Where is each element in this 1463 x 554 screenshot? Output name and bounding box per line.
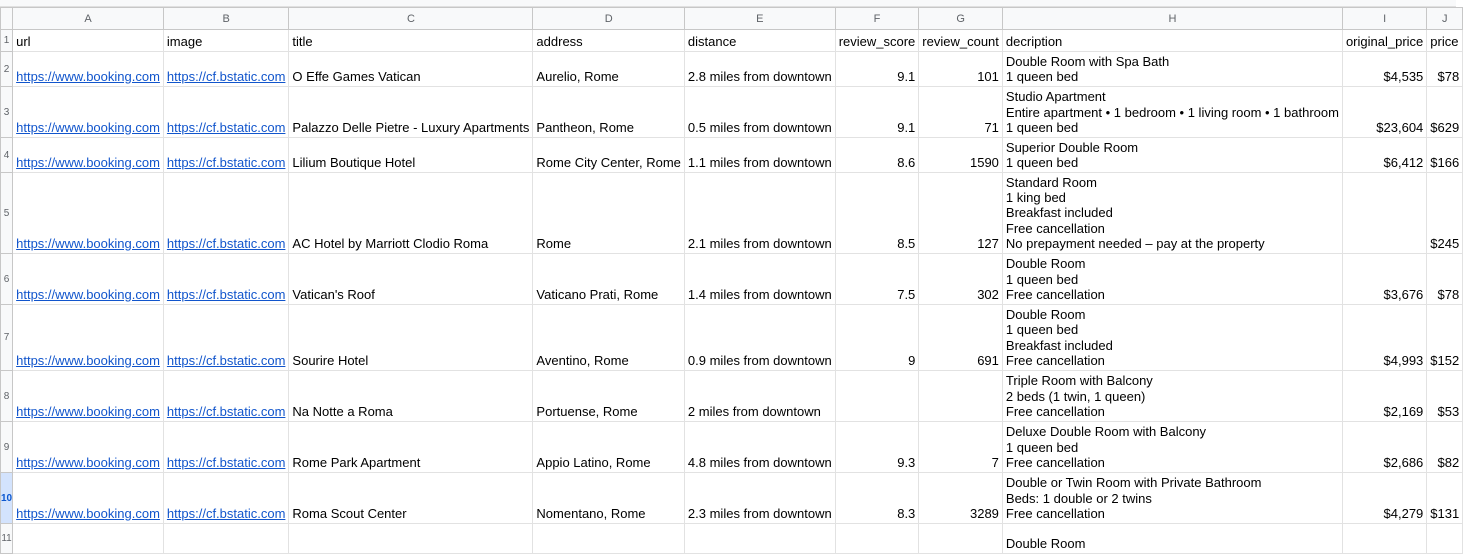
distance-cell[interactable]: 2.3 miles from downtown <box>684 473 835 524</box>
description-cell[interactable]: Superior Double Room 1 queen bed <box>1002 138 1342 173</box>
title-cell[interactable]: Roma Scout Center <box>289 473 533 524</box>
row-header[interactable]: 11 <box>1 524 13 554</box>
original-price-cell[interactable]: $4,993 <box>1342 305 1426 371</box>
row-header[interactable]: 7 <box>1 305 13 371</box>
review-score-cell[interactable]: 9.1 <box>835 87 919 138</box>
distance-cell[interactable]: 0.5 miles from downtown <box>684 87 835 138</box>
distance-cell[interactable]: 2.8 miles from downtown <box>684 52 835 87</box>
review-score-cell[interactable]: 9.3 <box>835 422 919 473</box>
url-cell[interactable]: https://www.booking.com <box>13 473 164 524</box>
table-row <box>1 138 1463 173</box>
original-price-cell[interactable]: $4,535 <box>1342 52 1426 87</box>
price-cell[interactable]: $82 <box>1427 422 1463 473</box>
table-row <box>1 254 1463 305</box>
column-header-d[interactable]: D <box>533 8 685 30</box>
review-score-cell[interactable] <box>835 371 919 422</box>
address-cell[interactable]: Portuense, Rome <box>533 371 685 422</box>
address-cell[interactable]: Pantheon, Rome <box>533 87 685 138</box>
review-count-cell[interactable]: 3289 <box>919 473 1003 524</box>
title-cell[interactable]: AC Hotel by Marriott Clodio Roma <box>289 173 533 254</box>
header-cell-address[interactable]: address <box>533 30 685 52</box>
url-cell[interactable]: https://www.booking.com <box>13 422 164 473</box>
header-cell-image[interactable]: image <box>163 30 289 52</box>
url-cell[interactable] <box>13 524 164 554</box>
price-cell[interactable] <box>1427 524 1463 554</box>
url-cell[interactable]: https://www.booking.com <box>13 173 164 254</box>
image-url-cell[interactable]: https://cf.bstatic.com <box>163 473 289 524</box>
header-cell-title[interactable]: title <box>289 30 533 52</box>
table-row <box>1 422 1463 473</box>
description-cell[interactable]: Double or Twin Room with Private Bathroom Beds: 1 double or 2 twins Free cancellation <box>1002 473 1342 524</box>
image-url-cell[interactable] <box>163 524 289 554</box>
review-count-cell[interactable]: 127 <box>919 173 1003 254</box>
header-cell-distance[interactable]: distance <box>684 30 835 52</box>
review-count-cell[interactable]: 1590 <box>919 138 1003 173</box>
column-header-e[interactable]: E <box>684 8 835 30</box>
review-score-cell[interactable]: 8.3 <box>835 473 919 524</box>
address-cell[interactable]: Vaticano Prati, Rome <box>533 254 685 305</box>
review-count-cell[interactable]: 302 <box>919 254 1003 305</box>
price-cell[interactable]: $131 <box>1427 473 1463 524</box>
original-price-cell[interactable]: $2,169 <box>1342 371 1426 422</box>
distance-cell[interactable]: 2 miles from downtown <box>684 371 835 422</box>
column-header-c[interactable]: C <box>289 8 533 30</box>
image-url-cell[interactable]: https://cf.bstatic.com <box>163 254 289 305</box>
table-row <box>1 524 1463 554</box>
description-cell[interactable]: Studio Apartment Entire apartment • 1 bedroom • 1 living room • 1 bathroom 1 queen bed <box>1002 87 1342 138</box>
description-cell[interactable]: Standard Room 1 king bed Breakfast included Free cancellation No prepayment needed – pay at the property <box>1002 173 1342 254</box>
review-score-cell[interactable] <box>835 524 919 554</box>
distance-cell[interactable]: 2.1 miles from downtown <box>684 173 835 254</box>
address-cell[interactable]: Nomentano, Rome <box>533 473 685 524</box>
distance-cell[interactable] <box>684 524 835 554</box>
row-header[interactable]: 6 <box>1 254 13 305</box>
header-cell-decription[interactable]: decription <box>1002 30 1342 52</box>
select-all-corner[interactable] <box>1 8 13 30</box>
review-count-cell[interactable]: 691 <box>919 305 1003 371</box>
description-cell[interactable]: Deluxe Double Room with Balcony 1 queen bed Free cancellation <box>1002 422 1342 473</box>
title-cell[interactable]: Rome Park Apartment <box>289 422 533 473</box>
review-score-cell[interactable]: 8.6 <box>835 138 919 173</box>
price-cell[interactable]: $629 <box>1427 87 1463 138</box>
original-price-cell[interactable]: $4,279 <box>1342 473 1426 524</box>
title-cell[interactable]: Lilium Boutique Hotel <box>289 138 533 173</box>
description-cell[interactable]: Double Room <box>1002 524 1342 554</box>
row-header[interactable]: 8 <box>1 371 13 422</box>
row-header[interactable]: 4 <box>1 138 13 173</box>
column-header-h[interactable]: H <box>1002 8 1342 30</box>
description-cell[interactable]: Double Room 1 queen bed Breakfast included Free cancellation <box>1002 305 1342 371</box>
image-url-cell[interactable]: https://cf.bstatic.com <box>163 138 289 173</box>
original-price-cell[interactable] <box>1342 524 1426 554</box>
toolbar-edge <box>0 0 1456 7</box>
row-header[interactable]: 3 <box>1 87 13 138</box>
header-cell-review-score[interactable]: review_score <box>835 30 919 52</box>
description-cell[interactable]: Double Room 1 queen bed Free cancellation <box>1002 254 1342 305</box>
image-url-cell[interactable]: https://cf.bstatic.com <box>163 305 289 371</box>
sheet-grid <box>0 7 1463 554</box>
image-url-cell[interactable]: https://cf.bstatic.com <box>163 87 289 138</box>
row-header[interactable]: 1 <box>1 30 13 52</box>
table-row <box>1 87 1463 138</box>
title-cell[interactable]: Na Notte a Roma <box>289 371 533 422</box>
address-cell[interactable]: Appio Latino, Rome <box>533 422 685 473</box>
title-cell[interactable]: Vatican's Roof <box>289 254 533 305</box>
image-url-cell[interactable]: https://cf.bstatic.com <box>163 52 289 87</box>
title-cell[interactable]: Palazzo Delle Pietre - Luxury Apartments <box>289 87 533 138</box>
image-url-cell[interactable]: https://cf.bstatic.com <box>163 371 289 422</box>
column-header-b[interactable]: B <box>163 8 289 30</box>
address-cell[interactable] <box>533 524 685 554</box>
row-header[interactable]: 10 <box>1 473 13 524</box>
address-cell[interactable]: Aurelio, Rome <box>533 52 685 87</box>
address-cell[interactable]: Aventino, Rome <box>533 305 685 371</box>
url-cell[interactable]: https://www.booking.com <box>13 305 164 371</box>
price-cell[interactable]: $78 <box>1427 52 1463 87</box>
price-cell[interactable]: $53 <box>1427 371 1463 422</box>
column-header-g[interactable]: G <box>919 8 1003 30</box>
price-cell[interactable]: $152 <box>1427 305 1463 371</box>
table-row <box>1 173 1463 254</box>
distance-cell[interactable]: 4.8 miles from downtown <box>684 422 835 473</box>
title-cell[interactable] <box>289 524 533 554</box>
row-header[interactable]: 9 <box>1 422 13 473</box>
original-price-cell[interactable]: $2,686 <box>1342 422 1426 473</box>
review-count-cell[interactable]: 71 <box>919 87 1003 138</box>
column-header-f[interactable]: F <box>835 8 919 30</box>
column-header-i[interactable]: I <box>1342 8 1426 30</box>
original-price-cell[interactable]: $3,676 <box>1342 254 1426 305</box>
review-score-cell[interactable]: 7.5 <box>835 254 919 305</box>
price-cell[interactable]: $78 <box>1427 254 1463 305</box>
row-header[interactable]: 5 <box>1 173 13 254</box>
distance-cell[interactable]: 1.1 miles from downtown <box>684 138 835 173</box>
price-cell[interactable]: $166 <box>1427 138 1463 173</box>
review-score-cell[interactable]: 8.5 <box>835 173 919 254</box>
image-url-cell[interactable]: https://cf.bstatic.com <box>163 173 289 254</box>
distance-cell[interactable]: 1.4 miles from downtown <box>684 254 835 305</box>
original-price-cell[interactable] <box>1342 173 1426 254</box>
review-count-cell[interactable] <box>919 524 1003 554</box>
header-cell-url[interactable]: url <box>13 30 164 52</box>
review-count-cell[interactable]: 7 <box>919 422 1003 473</box>
url-cell[interactable]: https://www.booking.com <box>13 138 164 173</box>
review-score-cell[interactable]: 9 <box>835 305 919 371</box>
table-row <box>1 305 1463 371</box>
review-count-cell[interactable] <box>919 371 1003 422</box>
table-row <box>1 473 1463 524</box>
url-cell[interactable]: https://www.booking.com <box>13 87 164 138</box>
title-cell[interactable]: O Effe Games Vatican <box>289 52 533 87</box>
url-cell[interactable]: https://www.booking.com <box>13 254 164 305</box>
table-row <box>1 52 1463 87</box>
url-cell[interactable]: https://www.booking.com <box>13 52 164 87</box>
row-header[interactable]: 2 <box>1 52 13 87</box>
original-price-cell[interactable]: $23,604 <box>1342 87 1426 138</box>
address-cell[interactable]: Rome City Center, Rome <box>533 138 685 173</box>
original-price-cell[interactable]: $6,412 <box>1342 138 1426 173</box>
distance-cell[interactable]: 0.9 miles from downtown <box>684 305 835 371</box>
column-header-j[interactable]: J <box>1427 8 1463 30</box>
header-cell-price[interactable]: price <box>1427 30 1463 52</box>
title-cell[interactable]: Sourire Hotel <box>289 305 533 371</box>
image-url-cell[interactable]: https://cf.bstatic.com <box>163 422 289 473</box>
review-count-cell[interactable]: 101 <box>919 52 1003 87</box>
column-header-a[interactable]: A <box>13 8 164 30</box>
price-cell[interactable]: $245 <box>1427 173 1463 254</box>
header-cell-original-price[interactable]: original_price <box>1342 30 1426 52</box>
description-cell[interactable]: Double Room with Spa Bath 1 queen bed <box>1002 52 1342 87</box>
url-cell[interactable]: https://www.booking.com <box>13 371 164 422</box>
description-cell[interactable]: Triple Room with Balcony 2 beds (1 twin, 1 queen) Free cancellation <box>1002 371 1342 422</box>
address-cell[interactable]: Rome <box>533 173 685 254</box>
review-score-cell[interactable]: 9.1 <box>835 52 919 87</box>
header-cell-review-count[interactable]: review_count <box>919 30 1003 52</box>
table-row <box>1 371 1463 422</box>
